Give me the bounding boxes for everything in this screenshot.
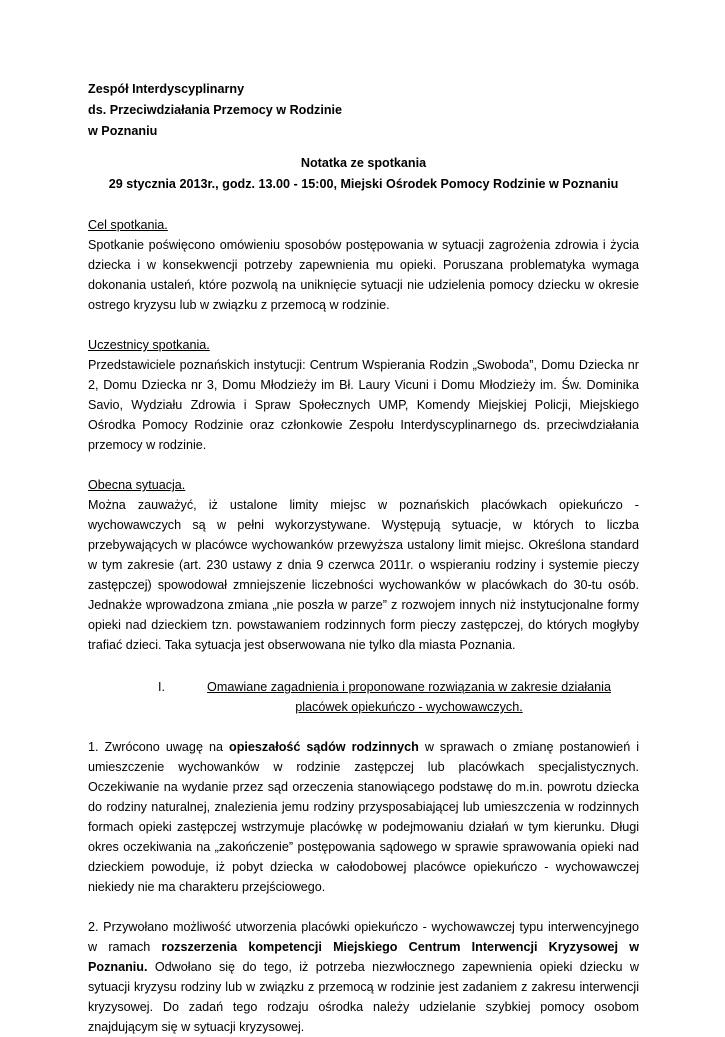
section-uczestnicy — [88, 335, 639, 455]
section-heading: Obecna sytuacja. — [88, 478, 186, 492]
roman-heading — [88, 677, 639, 717]
point-bold-text: opieszałość sądów rodzinnych — [229, 740, 419, 754]
roman-number: I. — [158, 680, 165, 694]
document-title — [88, 153, 639, 195]
roman-title — [199, 677, 639, 717]
org-line-1: Zespół Interdyscyplinarny — [88, 82, 245, 96]
section-heading: Cel spotkania. — [88, 218, 168, 232]
section-cel — [88, 215, 639, 315]
point-text: 1. Zwrócono uwagę na — [88, 740, 229, 754]
section-text: Przedstawiciele poznańskich instytucji: Centrum Wspierania Rodzin „Swoboda”, Domu Dziecka nr 2, Domu Dziecka nr 3, Domu Młodzieży im Bł. Laury Vicuni i Domu Młodzieży im. Św. Dominika Savio, Wydziału Zdrowia i Spraw Społecznych UMP, Komendy Miejskiej Policji, Miejskiego Ośrodka Pomocy Rodzinie oraz członkowie Zespołu Interdyscyplinarnego ds. przeciwdziałania przemocy w rodzinie. — [88, 358, 639, 452]
section-text: Spotkanie poświęcono omówieniu sposobów postępowania w sytuacji zagrożenia zdrowia i życia dziecka i w konsekwencji potrzeby zapewnienia mu opieki. Poruszana problematyka wymaga dokonania ustaleń, które pozwolą na uniknięcie sytuacji nie udzielenia pomocy dziecku w okresie ostrego kryzysu lub w związku z przemocą w rodzinie. — [88, 238, 639, 312]
point-bold-text: rozszerzenia kompetencji Miejskiego Centrum Interwencji Kryzysowej w Poznaniu. — [88, 940, 639, 974]
point-2 — [88, 917, 639, 1037]
document-page — [88, 79, 639, 1037]
title-sub: 29 stycznia 2013r., godz. 13.00 - 15:00, Miejski Ośrodek Pomocy Rodzinie w Poznaniu — [108, 177, 619, 191]
roman-title-line-2: placówek opiekuńczo - wychowawczych. — [295, 700, 523, 714]
point-text: w sprawach o zmianę postanowień i umieszczenie wychowanków w rodzinie zastępczej lub placówkach specjalistycznych. Oczekiwanie na wydanie przez sąd orzeczenia stanowiącego podstawę do m.in. powrotu dziecka do rodziny naturalnej, znalezienia jemu rodziny przysposabiającej lub umieszczenia w rodzinnych formach opieki zastępczej wstrzymuje placówkę w podejmowaniu działań w tym kierunku. Długi okres oczekiwania na „zakończenie” postępowania sądowego w sprawie sprawowania opieki nad dzieckiem powoduje, iż pobyt dziecka w całodobowej placówce opiekuńczo - wychowawczej niekiedy nie ma charakteru przejściowego. — [88, 740, 640, 894]
point-text: 2. Przywołano możliwość utworzenia placówki opiekuńczo - wychowawczej typu interwencyjnego w ramach — [88, 920, 639, 954]
title-main: Notatka ze spotkania — [300, 156, 427, 170]
org-line-3: w Poznaniu — [88, 124, 158, 138]
section-text: Można zauważyć, iż ustalone limity miejsc w poznańskich placówkach opiekuńczo - wychowawczych są w pełni wykorzystywane. Występują sytuacje, w których to liczba przebywających w placówce wychowanków przewyższa ustalony limit miejsc. Określona standard w tym zakresie (art. 230 ustawy z dnia 9 czerwca 2011r. o wspieraniu rodziny i systemie pieczy zastępczej) spowodował zmniejszenie liczebności wychowanków w placówkach do 30-tu osób. Jednakże wprowadzona zmiana „nie poszła w parze” z rozwojem innych niż instytucjonalne formy opieki nad dzieckiem tzn. powstawaniem rodzinnych form pieczy zastępczej, do których mogłyby trafiać dzieci. Taka sytuacja jest obserwowana nie tylko dla miasta Poznania. — [88, 498, 639, 652]
org-line-2: ds. Przeciwdziałania Przemocy w Rodzinie — [88, 103, 343, 117]
section-heading: Uczestnicy spotkania. — [88, 338, 210, 352]
point-1 — [88, 737, 639, 897]
roman-title-line-1: Omawiane zagadnienia i proponowane rozwiązania w zakresie działania — [207, 680, 611, 694]
organization-header — [88, 79, 639, 142]
point-text: Odwołano się do tego, iż potrzeba niezwłocznego zapewnienia opieki dziecku w sytuacji kryzysu rodziny lub w związku z przemocą w rodzinie jest zadaniem z zakresu interwencji kryzysowej. Do zadań tego rodzaju ośrodka należy udzielanie szybkiej pomocy osobom znajdującym się w sytuacji kryzysowej. — [88, 960, 639, 1034]
section-sytuacja — [88, 475, 639, 655]
